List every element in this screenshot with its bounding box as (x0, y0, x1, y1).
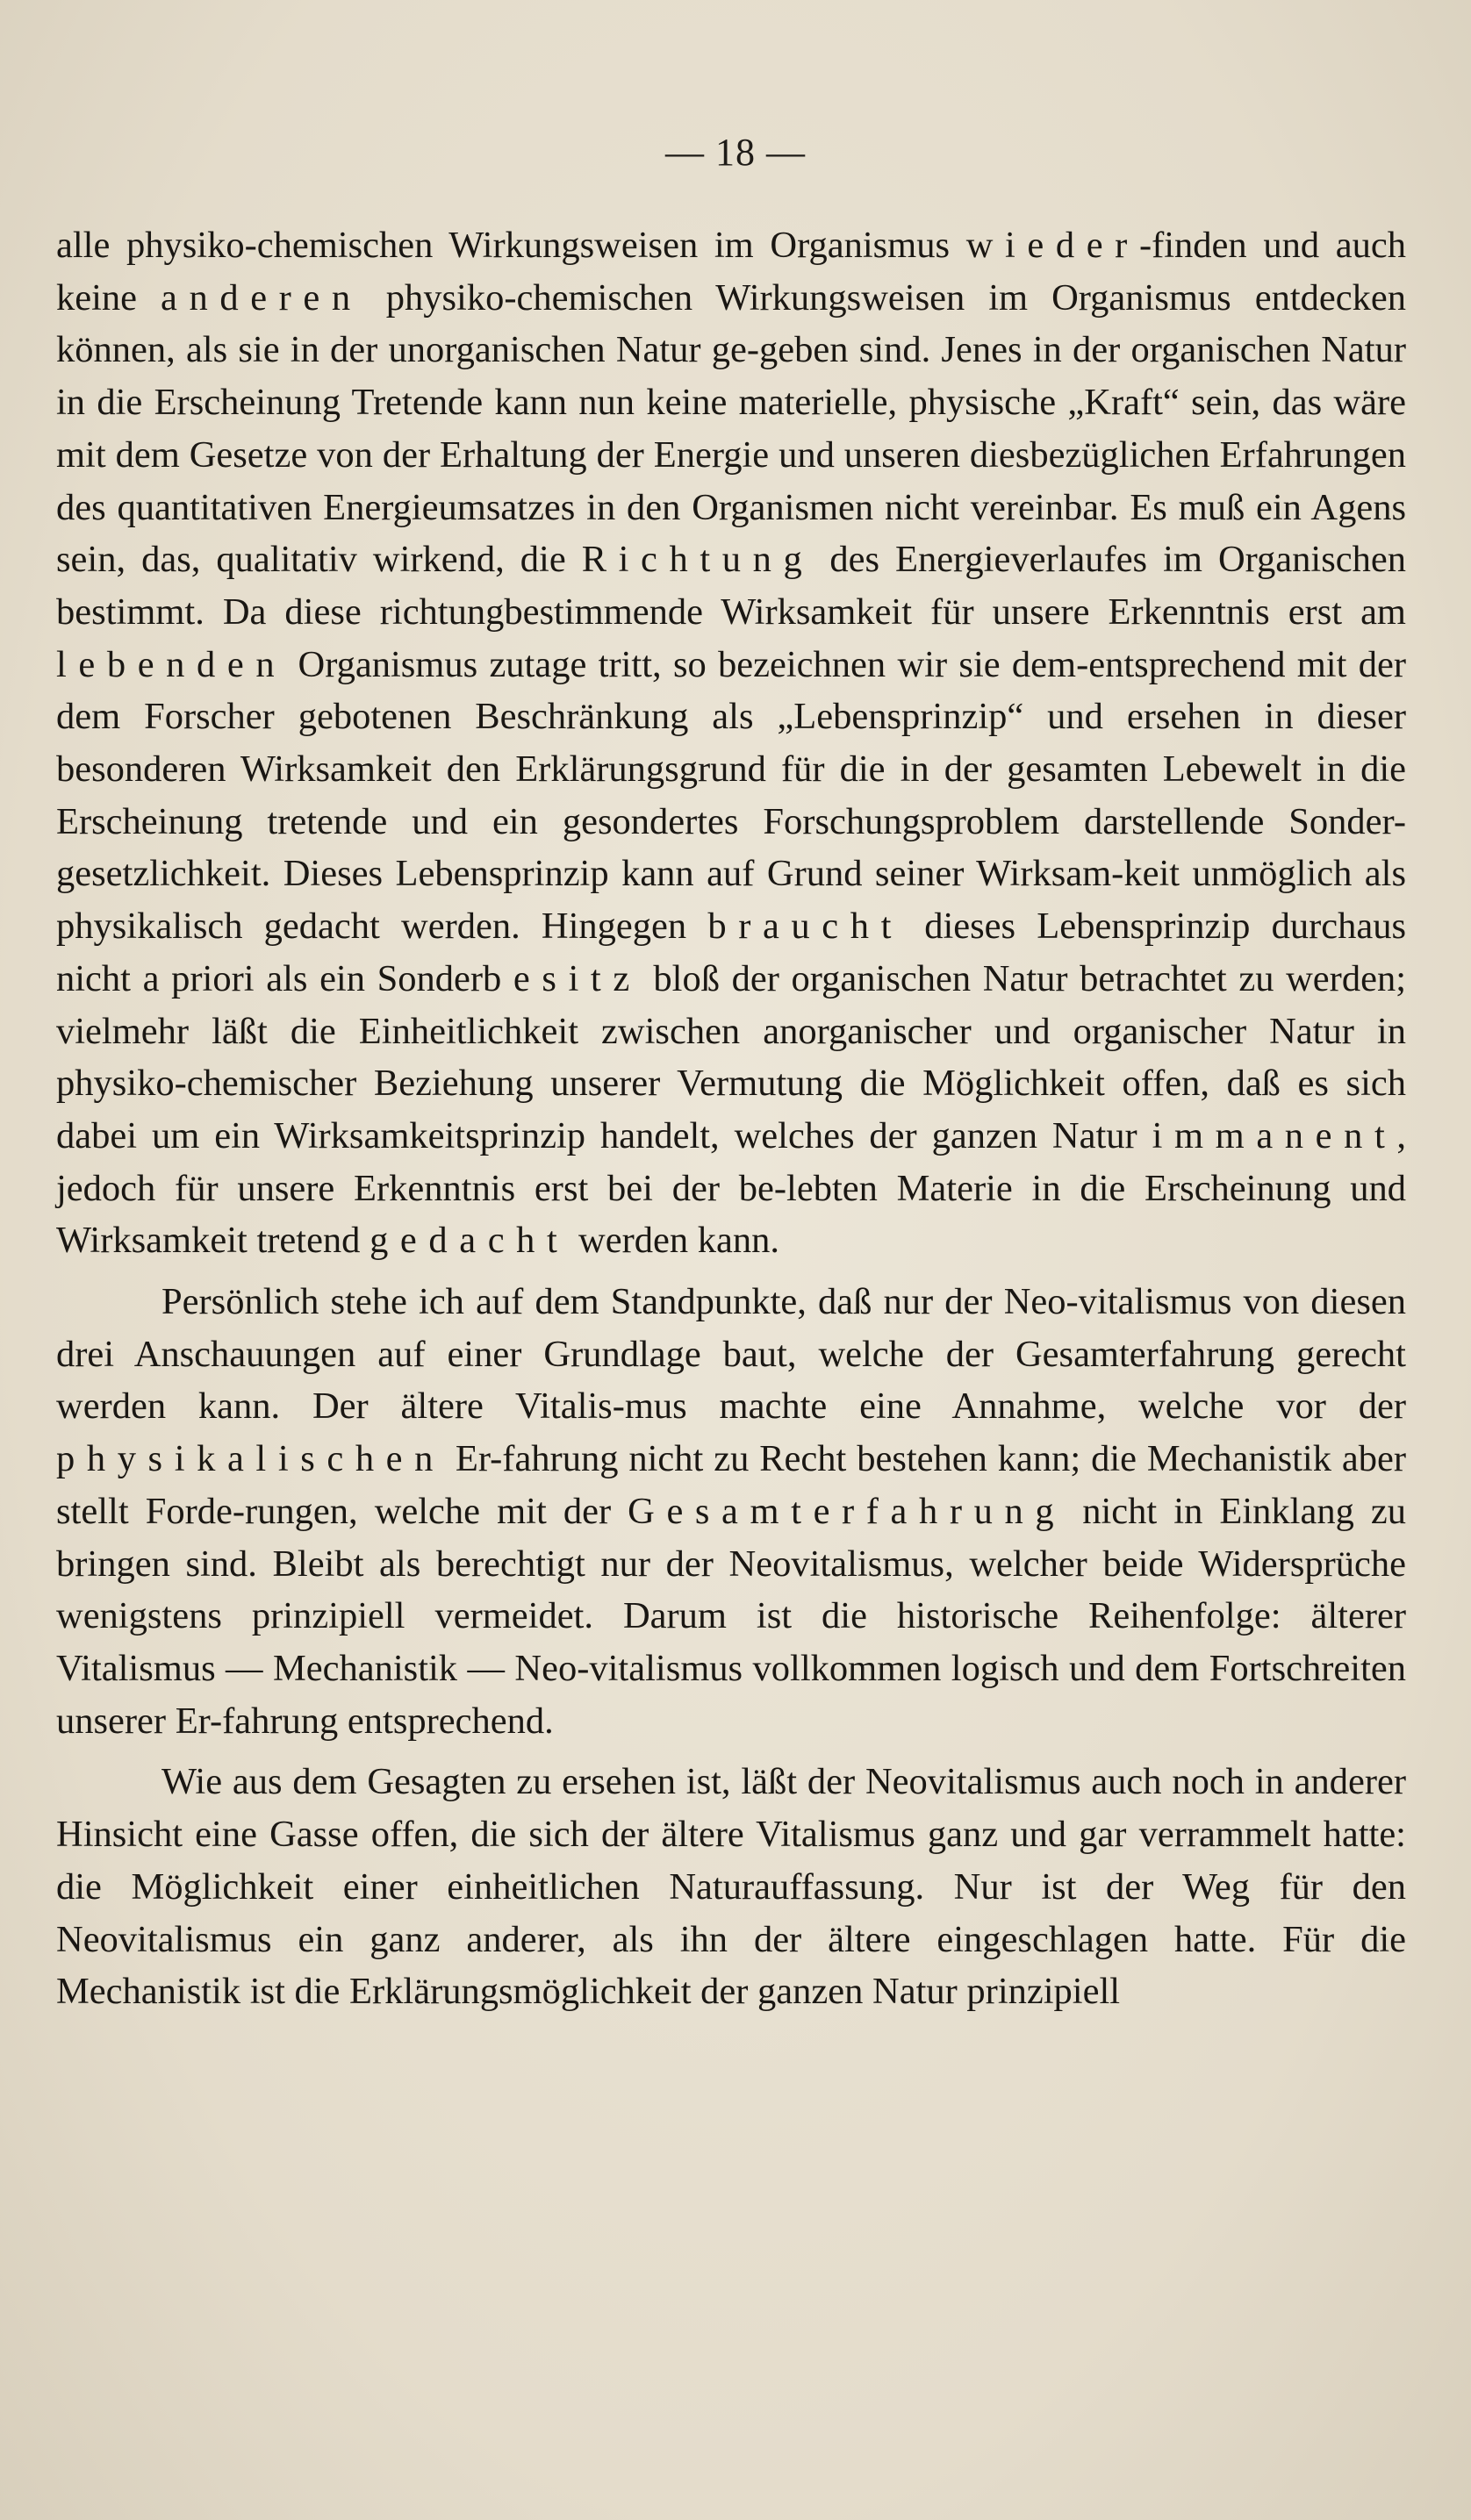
spaced-emphasis: Richtung (581, 539, 814, 581)
text-run: alle physiko-chemischen Wirkungsweisen im Organismus (56, 225, 966, 266)
text-run: dieses Lebensprinzip durchaus nicht a priori als ein Sonder (56, 906, 1406, 999)
text-run: nicht in Einklang zu bringen sind. Bleibt als berechtigt nur der Neovitalismus, welcher beide Widersprüche wenigstens prinzipiell vermeidet. Darum ist die historische Reihenfolge: älterer Vitalismus — Mechanistik — Neo-vitalismus vollkommen logisch und dem Fortschreiten unserer Er-fahrung entsprechend. (56, 1490, 1406, 1742)
text-run: -finden und auch keine (56, 225, 1406, 319)
text-run: Persönlich stehe ich auf dem Standpunkte, daß nur der Neo-vitalismus von diesen drei Anschauungen auf einer Grundlage baut, welche der Gesamterfahrung gerecht werden kann. Der ältere Vitalis-mus machte eine Annahme, welche vor der (56, 1281, 1406, 1428)
body-text (56, 219, 1406, 2018)
spaced-emphasis: besitz (483, 957, 642, 999)
spaced-emphasis: physikalischen (56, 1438, 445, 1480)
paragraph (56, 1276, 1406, 1747)
page-number: — 18 — (665, 131, 806, 174)
paragraph (56, 1756, 1406, 2018)
spaced-emphasis: wieder (965, 225, 1139, 266)
spaced-emphasis: Gesamterfahrung (628, 1490, 1066, 1532)
spaced-emphasis: lebenden (56, 643, 287, 685)
text-run: , jedoch für unsere Erkenntnis erst bei der be-lebten Materie in die Erscheinung und Wirksamkeit tretend (56, 1114, 1406, 1262)
text-run: physiko-chemischen Wirkungsweisen im Organismus entdecken können, als sie in der unorganischen Natur ge-geben sind. Jenes in der organischen Natur in die Erscheinung Tretende kann nun keine materielle, physische „Kraft“ sein, das wäre mit dem Gesetze von der Erhaltung der Energie und unseren diesbezüglichen Erfahrungen des quantitativen Energieumsatzes in den Organismen nicht vereinbar. Es muß ein Agens sein, das, qualitativ wirkend, die (56, 276, 1406, 581)
text-run: bloß der organischen Natur betrachtet zu werden; vielmehr läßt die Einheitlichkeit zwischen anorganischer und organischer Natur in physiko-chemischer Beziehung unserer Vermutung die Möglichkeit offen, daß es sich dabei um ein Wirksamkeitsprinzip handelt, welches der ganzen Natur (56, 957, 1406, 1156)
text-run: Organismus zutage tritt, so bezeichnen wir sie dem-entsprechend mit der dem Forscher gebotenen Beschränkung als „Lebensprinzip“ und ersehen in dieser besonderen Wirksamkeit den Erklärungsgrund für die in der gesamten Lebewelt in die Erscheinung tretende und ein gesondertes Forschungsproblem darstellende Sonder-gesetzlichkeit. Dieses Lebensprinzip kann auf Grund seiner Wirksam-keit unmöglich als physikalisch gedacht werden. Hingegen (56, 643, 1406, 948)
spaced-emphasis: immanent (1152, 1114, 1397, 1156)
spaced-emphasis: anderen (161, 276, 362, 319)
spaced-emphasis: braucht (707, 906, 903, 948)
text-run: Er-fahrung nicht zu Recht bestehen kann; die Mechanistik aber stellt Forde-rungen, welche mit der (56, 1438, 1406, 1532)
spaced-emphasis: gedacht (370, 1220, 570, 1262)
text-run: werden kann. (569, 1220, 779, 1262)
text-run: des Energieverlaufes im Organischen bestimmt. Da diese richtungbestimmende Wirksamkeit für unsere Erkenntnis erst am (56, 539, 1406, 633)
paragraph (56, 219, 1406, 1267)
text-run: Wie aus dem Gesagten zu ersehen ist, läßt der Neovitalismus auch noch in anderer Hinsicht eine Gasse offen, die sich der ältere Vitalismus ganz und gar verrammelt hatte: die Möglichkeit einer einheitlichen Naturauffassung. Nur ist der Weg für den Neovitalismus ein ganz anderer, als ihn der ältere eingeschlagen hatte. Für die Mechanistik ist die Erklärungsmöglichkeit der ganzen Natur prinzipiell (56, 1761, 1406, 2013)
